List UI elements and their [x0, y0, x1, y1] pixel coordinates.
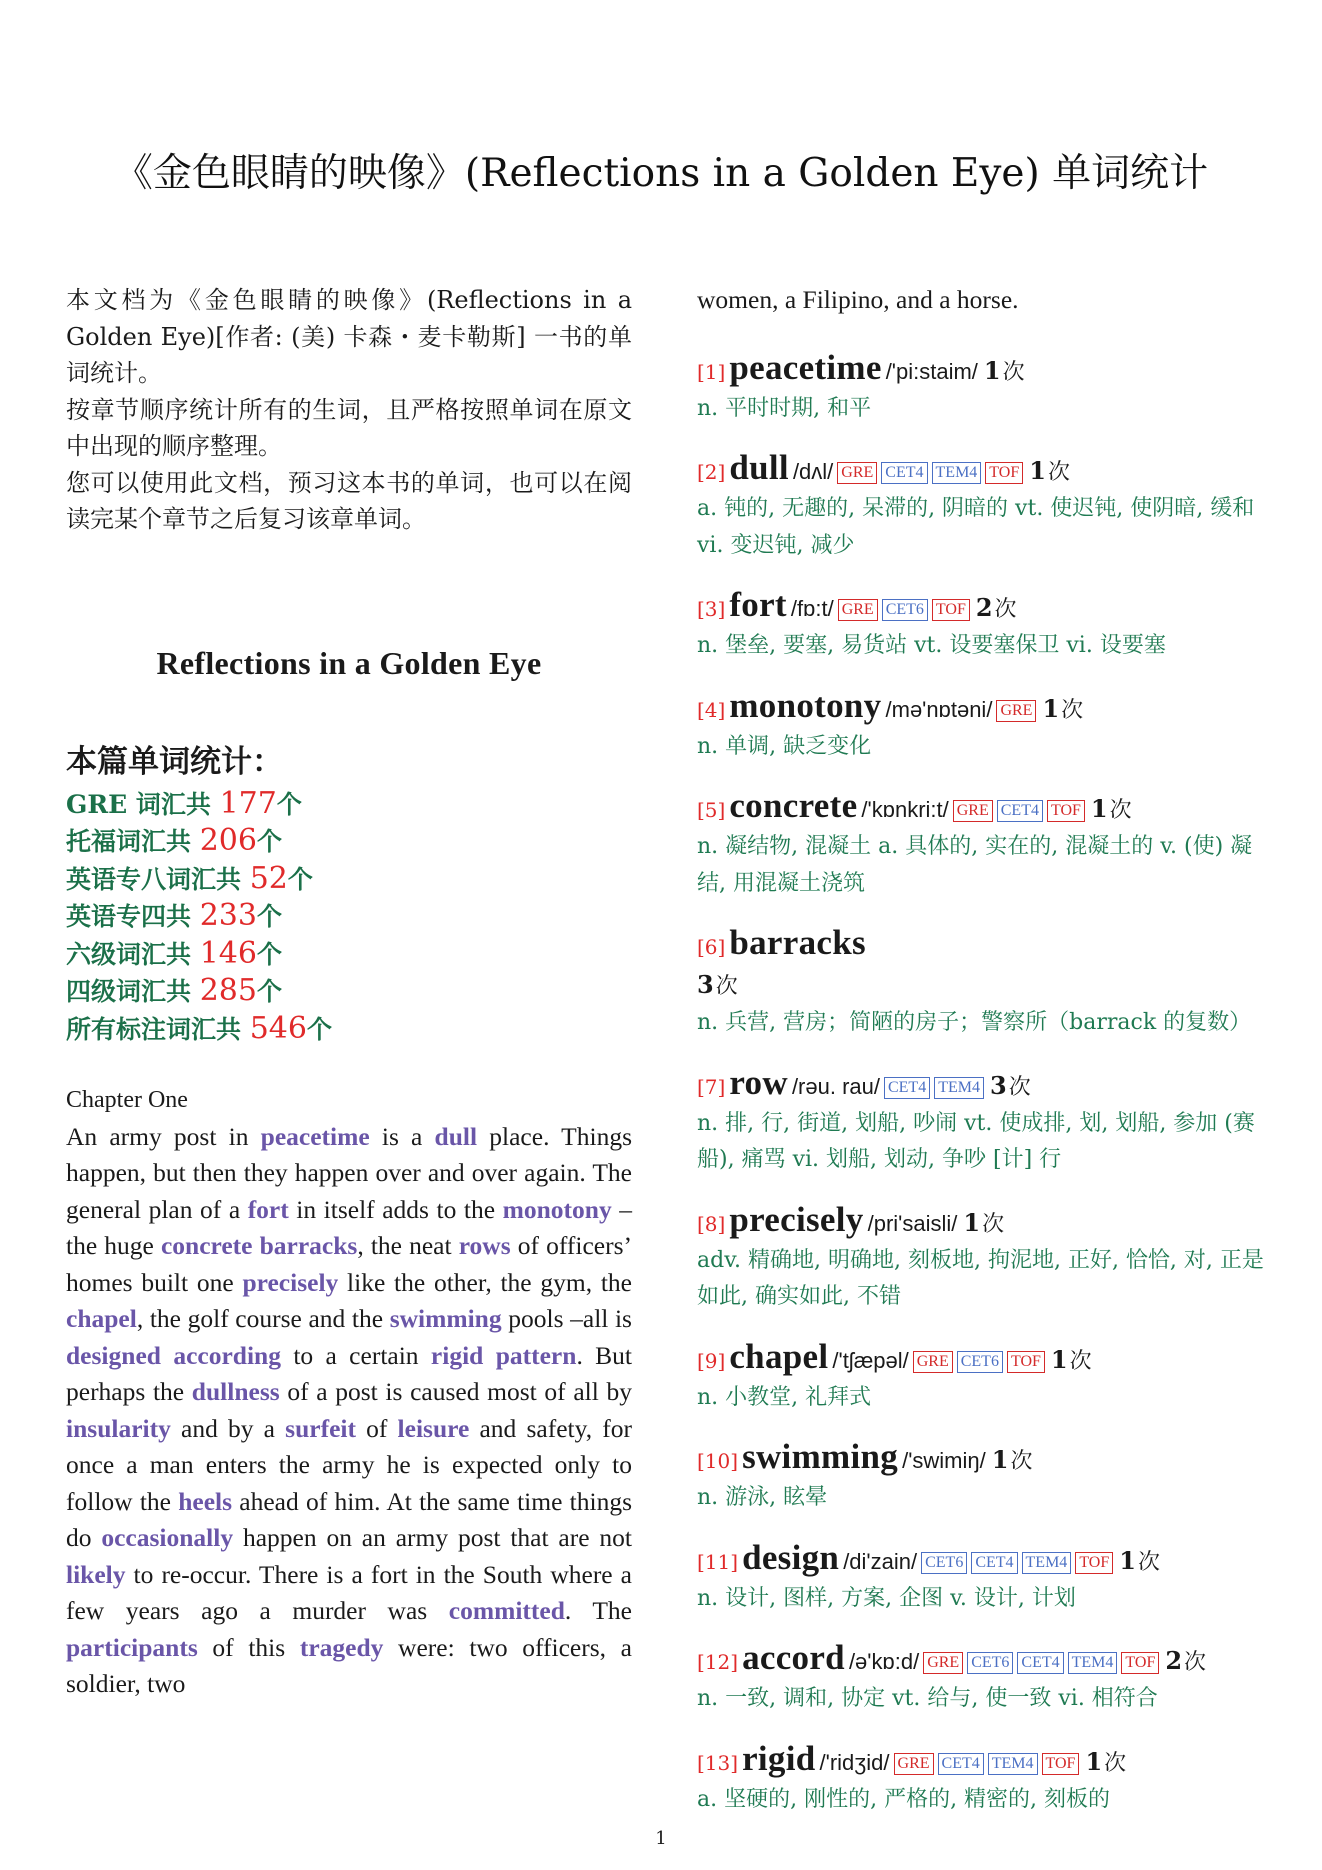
exam-tag-gre: GRE — [913, 1351, 953, 1373]
entry-head — [697, 924, 1267, 1005]
definition: n. 单调, 缺乏变化 — [697, 733, 872, 759]
exam-tag-gre: GRE — [996, 700, 1036, 722]
entry-index: [6] — [697, 935, 726, 959]
exam-tag-tof: TOF — [1007, 1351, 1045, 1373]
stat-line — [66, 1011, 632, 1049]
vocab-entry — [697, 349, 1267, 428]
exam-tag-cet6: CET6 — [921, 1552, 967, 1574]
vocab-entry — [697, 1201, 1267, 1316]
stat-label: 托福词汇共 — [66, 827, 200, 856]
stat-label: 英语专四共 — [66, 902, 200, 931]
text-segment: pools –all is — [501, 1304, 632, 1333]
headword: rigid — [742, 1738, 816, 1778]
highlighted-word: rigid — [430, 1340, 484, 1370]
entry-head — [697, 787, 1267, 829]
occurrence-count: 3 — [989, 1070, 1007, 1100]
definition: n. 凝结物, 混凝土 a. 具体的, 实在的, 混凝土的 v. (使) 凝结, 用混凝土浇筑 — [697, 834, 1253, 896]
stat-count: 546 — [249, 1010, 307, 1046]
headword: peacetime — [729, 347, 882, 387]
text-segment: of officers’ homes built one — [66, 1231, 632, 1297]
occurrence-count: 1 — [963, 1207, 981, 1237]
headword: monotony — [729, 685, 882, 725]
vocab-entry — [697, 1740, 1267, 1819]
headword: swimming — [742, 1437, 899, 1476]
entry-index: [3] — [697, 597, 726, 621]
occurrence-unit: 次 — [1104, 1750, 1127, 1776]
highlighted-word: surfeit — [285, 1413, 356, 1443]
phonetic: /mə'nɒtəni/ — [885, 696, 993, 722]
vocab-entry — [697, 1438, 1267, 1517]
entry-head — [697, 1064, 1267, 1106]
stat-label: 四级词汇共 — [66, 977, 200, 1006]
occurrence-unit: 次 — [1109, 798, 1132, 823]
entry-head — [697, 1338, 1267, 1380]
entry-head — [697, 586, 1267, 628]
vocab-entry — [697, 1539, 1267, 1618]
entry-head — [697, 1438, 1267, 1480]
headword: barracks — [729, 923, 866, 962]
occurrence-unit: 次 — [994, 597, 1017, 622]
phonetic: /'ridʒid/ — [819, 1749, 890, 1775]
definition: n. 平时时期, 和平 — [697, 395, 872, 421]
stat-label: 六级词汇共 — [66, 939, 200, 969]
entry-index: [7] — [697, 1074, 726, 1099]
exam-tag-tof: TOF — [1042, 1753, 1080, 1775]
highlighted-word: according — [173, 1340, 281, 1370]
occurrence-count: 1 — [1085, 1746, 1103, 1776]
text-segment: . But perhaps the — [66, 1340, 633, 1406]
exam-tag-tof: TOF — [1047, 800, 1085, 822]
text-segment: place. Things happen, but then they happen over and over again. The general plan of a — [66, 1121, 632, 1224]
highlighted-word: insularity — [66, 1413, 171, 1443]
entry-index: [10] — [697, 1449, 739, 1473]
definition: n. 堡垒, 要塞, 易货站 vt. 设要塞保卫 vi. 设要塞 — [697, 633, 1166, 658]
phonetic: /di'zain/ — [843, 1548, 918, 1574]
occurrence-count: 3 — [697, 970, 714, 999]
occurrence-unit: 次 — [1061, 697, 1084, 723]
text-segment: , the golf course and the — [136, 1304, 390, 1333]
chapter-heading: Chapter One — [66, 1087, 188, 1113]
occurrence-count: 1 — [983, 355, 1001, 385]
occurrence-count: 1 — [1029, 456, 1046, 485]
entry-index: [4] — [697, 697, 726, 722]
vocab-entry — [697, 586, 1267, 665]
vocab-entry — [697, 787, 1267, 902]
chapter-text — [66, 1119, 632, 1703]
entry-index: [8] — [697, 1211, 726, 1236]
document-title: 《金色眼睛的映像》(Reflections in a Golden Eye) 单词统计 — [113, 151, 1209, 196]
stat-unit: 个 — [256, 902, 282, 931]
definition: n. 游泳, 眩晕 — [697, 1485, 828, 1510]
phonetic: /rəu. rau/ — [791, 1073, 880, 1099]
definition: a. 钝的, 无趣的, 呆滞的, 阴暗的 vt. 使迟钝, 使阴暗, 缓和 vi. 变迟钝, 减少 — [697, 496, 1255, 558]
text-segment: of this — [197, 1632, 300, 1662]
left-column — [66, 282, 632, 1703]
definition: n. 设计, 图样, 方案, 企图 v. 设计, 计划 — [697, 1585, 1076, 1611]
definition: n. 兵营, 营房；简陋的房子；警察所（barrack 的复数） — [697, 1010, 1252, 1035]
text-segment: and safety, for once a man enters the army he is expected only to follow the — [66, 1413, 632, 1516]
highlighted-word: dull — [434, 1121, 478, 1151]
stat-count: 146 — [199, 935, 257, 971]
text-segment — [483, 1341, 495, 1370]
phonetic: /dʌl/ — [792, 459, 834, 484]
intro-paragraph — [66, 282, 632, 538]
stats-list — [66, 786, 632, 1049]
entry-head — [697, 1201, 1267, 1243]
highlighted-word: barracks — [259, 1231, 358, 1260]
stat-label: GRE 词汇共 — [66, 789, 220, 819]
exam-tag-tem4: TEM4 — [1068, 1652, 1118, 1674]
highlighted-word: participants — [66, 1632, 198, 1662]
vocab-entry — [697, 924, 1267, 1042]
text-segment: –the huge — [66, 1194, 632, 1260]
occurrence-unit: 次 — [1137, 1549, 1160, 1575]
text-segment: to re-occur. There is a fort in the South where a few years ago a murder was — [66, 1559, 632, 1625]
exam-tag-gre: GRE — [838, 599, 878, 621]
phonetic: /'kɒnkri:t/ — [861, 797, 949, 822]
highlighted-word: fort — [247, 1194, 289, 1224]
stat-unit: 个 — [256, 977, 282, 1006]
exam-tag-cet6: CET6 — [957, 1351, 1003, 1373]
exam-tag-tof: TOF — [932, 599, 970, 621]
highlighted-word: dullness — [191, 1377, 280, 1406]
vocabulary-list — [697, 349, 1267, 1819]
headword: design — [742, 1537, 840, 1577]
highlighted-word: heels — [178, 1486, 233, 1516]
phonetic: /'tʃæpəl/ — [832, 1347, 909, 1373]
occurrence-unit: 次 — [1008, 1074, 1031, 1100]
stat-count: 177 — [219, 785, 277, 821]
stat-count: 285 — [199, 973, 257, 1008]
stat-unit: 个 — [256, 939, 282, 969]
exam-tag-cet4: CET4 — [938, 1753, 984, 1775]
phonetic: /ə'kɒ:d/ — [848, 1649, 920, 1674]
occurrence-count: 1 — [991, 1445, 1009, 1474]
vocab-entry — [697, 1338, 1267, 1417]
phonetic: /fɒ:t/ — [790, 596, 834, 621]
stat-unit: 个 — [276, 789, 302, 819]
exam-tag-tem4: TEM4 — [932, 462, 982, 484]
entry-head — [697, 1539, 1267, 1581]
highlighted-word: swimming — [389, 1304, 502, 1333]
exam-tag-gre: GRE — [894, 1753, 934, 1775]
vocab-entry — [697, 1639, 1267, 1718]
stat-line — [66, 861, 632, 899]
stat-line — [66, 823, 632, 861]
section-title: Reflections in a Golden Eye — [156, 644, 542, 681]
headword: accord — [742, 1638, 845, 1677]
highlighted-word: committed — [448, 1596, 565, 1625]
text-segment: of — [355, 1413, 398, 1443]
occurrence-count: 1 — [1119, 1545, 1136, 1575]
headword: precisely — [729, 1199, 864, 1239]
definition: a. 坚硬的, 刚性的, 严格的, 精密的, 刻板的 — [697, 1786, 1111, 1812]
text-segment: . The — [564, 1596, 632, 1625]
occurrence-unit: 次 — [1002, 359, 1025, 385]
stats-title: 本篇单词统计： — [66, 743, 283, 780]
vocab-entry — [697, 687, 1267, 766]
stat-line — [66, 898, 632, 936]
stat-label: 所有标注词汇共 — [66, 1014, 250, 1044]
definition: adv. 精确地, 明确地, 刻板地, 拘泥地, 正好, 恰恰, 对, 正是如此, 确实如此, 不错 — [697, 1247, 1264, 1309]
text-segment: of a post is caused most of all by — [279, 1377, 632, 1406]
highlighted-word: tragedy — [299, 1632, 384, 1662]
chapter-text-continuation: women, a Filipino, and a horse. — [697, 285, 1019, 314]
entry-head — [697, 687, 1267, 729]
text-segment: happen on an army post that are not — [233, 1523, 633, 1552]
text-segment: were: two officers, a soldier, two — [66, 1632, 632, 1698]
text-segment: in itself adds to the — [288, 1194, 503, 1224]
vocab-entry — [697, 1064, 1267, 1179]
stat-unit: 个 — [306, 1014, 332, 1044]
entry-index: [2] — [697, 460, 726, 484]
exam-tag-tof: TOF — [1075, 1552, 1113, 1574]
exam-tag-cet4: CET4 — [997, 800, 1043, 822]
text-segment — [161, 1341, 173, 1370]
exam-tag-cet4: CET4 — [884, 1077, 930, 1099]
stat-line — [66, 936, 632, 974]
highlighted-word: chapel — [66, 1304, 137, 1333]
highlighted-word: designed — [66, 1340, 161, 1370]
stat-label: 英语专八词汇共 — [66, 864, 250, 894]
occurrence-unit: 次 — [1010, 1449, 1033, 1474]
right-column — [697, 282, 1267, 1840]
text-segment: An army post in — [66, 1121, 261, 1151]
highlighted-word: occasionally — [101, 1523, 234, 1552]
entry-head — [697, 349, 1267, 391]
highlighted-word: likely — [66, 1559, 126, 1589]
occurrence-count: 1 — [1050, 1344, 1068, 1374]
exam-tag-cet6: CET6 — [882, 599, 928, 621]
intro-line: 按章节顺序统计所有的生词，且严格按照单词在原文中出现的顺序整理。 — [66, 395, 632, 460]
exam-tag-cet4: CET4 — [1017, 1652, 1063, 1674]
text-segment: to a certain — [280, 1340, 431, 1370]
entry-index: [11] — [697, 1549, 739, 1574]
page-number: 1 — [655, 1828, 667, 1849]
definition: n. 一致, 调和, 协定 vt. 给与, 使一致 vi. 相符合 — [697, 1686, 1158, 1711]
vocab-entry — [697, 449, 1267, 564]
entry-index: [12] — [697, 1650, 739, 1674]
phonetic: /'pi:staim/ — [885, 358, 978, 384]
entry-head — [697, 449, 1267, 491]
definition: n. 排, 行, 街道, 划船, 吵闹 vt. 使成排, 划, 划船, 参加 (赛船), 痛骂 vi. 划船, 划动, 争吵 [计] 行 — [697, 1110, 1255, 1172]
entry-head — [697, 1740, 1267, 1782]
stat-unit: 个 — [256, 827, 282, 856]
occurrence-unit: 次 — [1069, 1348, 1092, 1374]
exam-tag-gre: GRE — [837, 462, 877, 484]
occurrence-unit: 次 — [982, 1211, 1005, 1237]
intro-line: 本文档为《金色眼睛的映像》(Reflections in a Golden Eye)[作者: (美) 卡森・麦卡勒斯] 一书的单词统计。 — [66, 286, 632, 387]
headword: row — [729, 1062, 788, 1102]
occurrence-count: 2 — [975, 593, 993, 622]
text-segment: , the neat — [357, 1231, 459, 1260]
exam-tag-tof: TOF — [1121, 1652, 1159, 1674]
intro-line: 您可以使用此文档，预习这本书的单词，也可以在阅读完某个章节之后复习该章单词。 — [66, 468, 632, 533]
text-segment: and by a — [170, 1413, 286, 1443]
exam-tag-tem4: TEM4 — [988, 1753, 1038, 1775]
exam-tag-tof: TOF — [985, 462, 1023, 484]
headword: chapel — [729, 1336, 829, 1376]
highlighted-word: rows — [458, 1231, 511, 1260]
highlighted-word: concrete — [160, 1231, 253, 1260]
entry-head — [697, 1639, 1267, 1681]
headword: concrete — [729, 786, 858, 825]
stat-count: 52 — [249, 860, 288, 896]
text-segment: is a — [369, 1121, 435, 1151]
occurrence-count: 1 — [1042, 693, 1060, 723]
exam-tag-gre: GRE — [953, 800, 993, 822]
highlighted-word: peacetime — [260, 1121, 370, 1151]
headword: fort — [729, 585, 787, 624]
highlighted-word: pattern — [495, 1340, 577, 1370]
entry-index: [5] — [697, 798, 726, 822]
headword: dull — [729, 448, 789, 487]
occurrence-unit: 次 — [1184, 1650, 1207, 1675]
text-segment: like the other, the gym, the — [338, 1267, 632, 1297]
stat-count: 233 — [199, 898, 257, 933]
phonetic: /'swimiŋ/ — [902, 1448, 986, 1473]
exam-tag-cet6: CET6 — [967, 1652, 1013, 1674]
text-segment — [253, 1231, 260, 1260]
highlighted-word: monotony — [502, 1194, 612, 1224]
entry-index: [9] — [697, 1348, 726, 1373]
stat-count: 206 — [199, 823, 257, 858]
stat-line — [66, 973, 632, 1011]
highlighted-word: precisely — [242, 1267, 339, 1297]
exam-tag-cet4: CET4 — [881, 462, 927, 484]
entry-index: [13] — [697, 1750, 739, 1775]
occurrence-unit: 次 — [715, 974, 738, 999]
occurrence-count: 1 — [1090, 794, 1108, 823]
exam-tag-cet4: CET4 — [971, 1552, 1017, 1574]
occurrence-count: 2 — [1165, 1646, 1183, 1675]
stat-line — [66, 786, 632, 824]
definition: n. 小教堂, 礼拜式 — [697, 1384, 872, 1410]
exam-tag-tem4: TEM4 — [1022, 1552, 1072, 1574]
entry-index: [1] — [697, 359, 726, 384]
text-segment: ahead of him. At the same time things do — [66, 1486, 633, 1552]
phonetic: /pri'saisli/ — [867, 1210, 958, 1236]
exam-tag-gre: GRE — [923, 1652, 963, 1674]
exam-tag-tem4: TEM4 — [934, 1077, 984, 1099]
occurrence-unit: 次 — [1047, 460, 1070, 485]
highlighted-word: leisure — [397, 1413, 470, 1443]
stat-unit: 个 — [287, 864, 313, 894]
